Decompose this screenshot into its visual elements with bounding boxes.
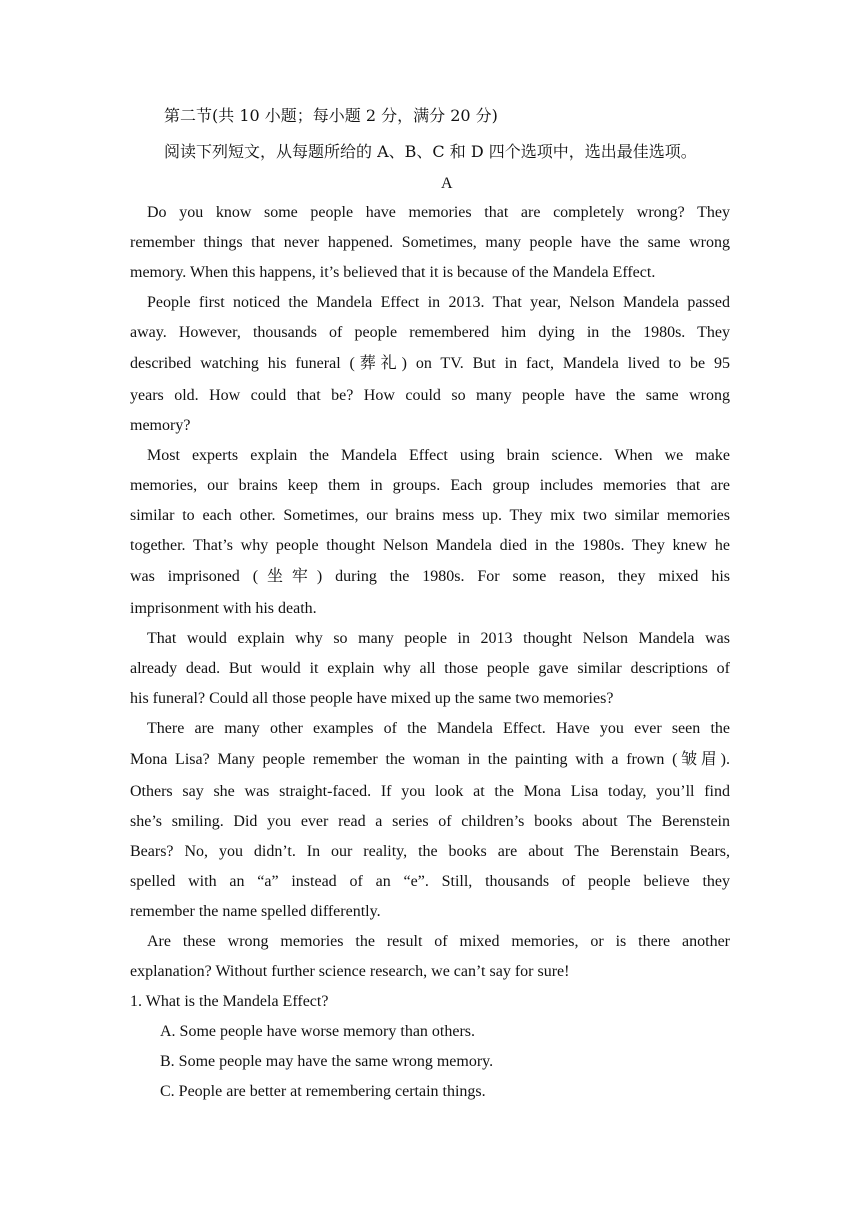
passage-line: Bears? No, you didn’t. In our reality, the books are about The Berenstain Bears, <box>130 843 730 860</box>
passage-line: remember the name spelled differently. <box>130 903 381 920</box>
section-heading: 第二节(共 10 小题；每小题 2 分，满分 20 分) <box>164 106 498 125</box>
passage-line: explanation? Without further science research, we can’t say for sure! <box>130 963 570 980</box>
question-stem: 1. What is the Mandela Effect? <box>130 993 329 1010</box>
passage-line: Are these wrong memories the result of mixed memories, or is there another <box>147 933 730 950</box>
passage-line: already dead. But would it explain why all those people gave similar descriptions of <box>130 660 730 677</box>
passage-line: together. That’s why people thought Nelson Mandela died in the 1980s. They knew he <box>130 537 730 554</box>
passage-line: imprisonment with his death. <box>130 600 317 617</box>
passage-line: Mona Lisa? Many people remember the woman in the painting with a frown (皱眉). <box>130 751 730 768</box>
passage-line: memory? <box>130 417 191 434</box>
passage-line: his funeral? Could all those people have mixed up the same two memories? <box>130 690 614 707</box>
answer-option-c: C. People are better at remembering certain things. <box>160 1083 486 1100</box>
answer-option-b: B. Some people may have the same wrong memory. <box>160 1053 494 1070</box>
passage-line: was imprisoned (坐牢) during the 1980s. For some reason, they mixed his <box>130 568 730 585</box>
passage-line: memories, our brains keep them in groups. Each group includes memories that are <box>130 477 730 494</box>
passage-line: Do you know some people have memories that are completely wrong? They <box>147 204 730 221</box>
passage-line: There are many other examples of the Mandela Effect. Have you ever seen the <box>147 720 730 737</box>
section-instruction: 阅读下列短文，从每题所给的 A、B、C 和 D 四个选项中，选出最佳选项。 <box>164 142 697 161</box>
passage-line: away. However, thousands of people remembered him dying in the 1980s. They <box>130 324 730 341</box>
passage-line: memory. When this happens, it’s believed that it is because of the Mandela Effect. <box>130 264 656 281</box>
passage-line: spelled with an “a” instead of an “e”. Still, thousands of people believe they <box>130 873 730 890</box>
passage-line: similar to each other. Sometimes, our brains mess up. They mix two similar memories <box>130 507 730 524</box>
passage-line: years old. How could that be? How could so many people have the same wrong <box>130 387 730 404</box>
passage-line: described watching his funeral (葬礼) on TV. But in fact, Mandela lived to be 95 <box>130 355 730 372</box>
passage-line: Others say she was straight-faced. If you look at the Mona Lisa today, you’ll find <box>130 783 730 800</box>
passage-label: A <box>441 175 453 192</box>
passage-line: That would explain why so many people in 2013 thought Nelson Mandela was <box>147 630 730 647</box>
answer-option-a: A. Some people have worse memory than others. <box>160 1023 476 1040</box>
passage-line: Most experts explain the Mandela Effect using brain science. When we make <box>147 447 730 464</box>
passage-line: she’s smiling. Did you ever read a series of children’s books about The Berenstein <box>130 813 730 830</box>
passage-line: remember things that never happened. Sometimes, many people have the same wrong <box>130 234 730 251</box>
passage-line: People first noticed the Mandela Effect in 2013. That year, Nelson Mandela passed <box>147 294 730 311</box>
